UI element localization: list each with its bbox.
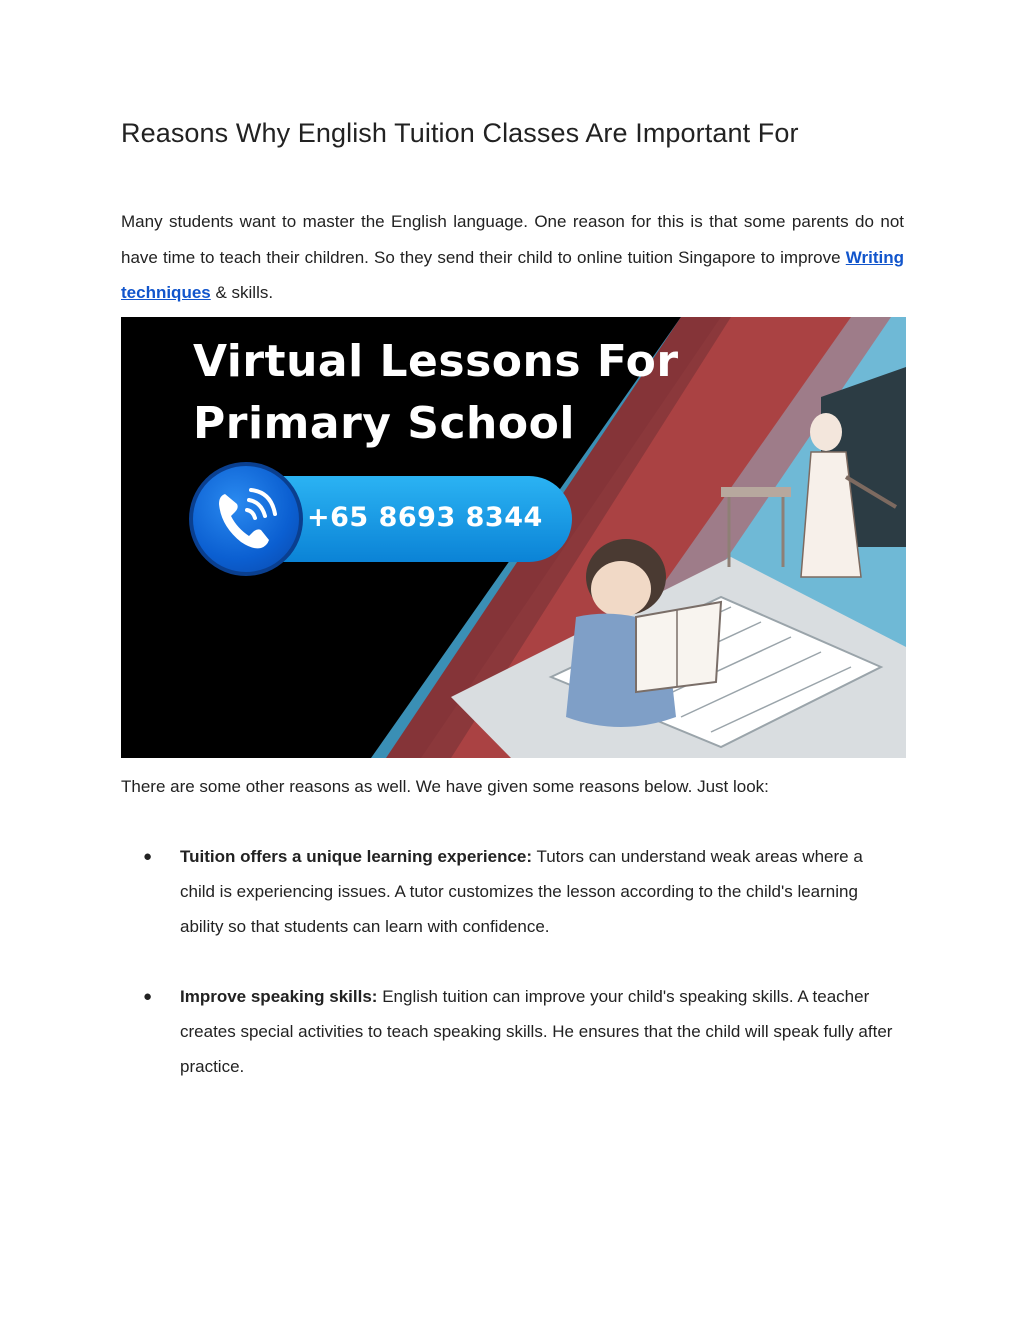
phone-badge <box>189 462 303 576</box>
bullet: ● <box>143 988 153 1005</box>
intro-paragraph <box>121 204 904 311</box>
reason-text <box>180 839 900 944</box>
page-title: Reasons Why English Tuition Classes Are Important For <box>121 118 799 148</box>
reason-body: English tuition can improve your child's speaking skills. A teacher creates special activities to teach speaking skills. He ensures that the child will speak fully after practice. <box>180 987 893 1076</box>
reason-title: Improve speaking skills: <box>180 987 378 1006</box>
banner-image <box>121 317 906 758</box>
reason-body: Tutors can understand weak areas where a child is experiencing issues. A tutor customizes the lesson according to the child's learning ability so that students can learn with confidence. <box>180 847 863 936</box>
phone-number: +65 8693 8344 <box>307 502 543 533</box>
intro-text-end: & skills. <box>210 283 274 302</box>
banner-heading: Virtual Lessons For Primary School <box>193 336 679 449</box>
phone-icon <box>207 480 285 558</box>
bullet: ● <box>143 848 153 865</box>
reason-title: Tuition offers a unique learning experience: <box>180 847 533 866</box>
intro-text: Many students want to master the English language. One reason for this is that some parents do not have time to teach their children. So they send their child to online tuition Singapore to improve <box>121 212 904 267</box>
reason-text <box>180 979 900 1084</box>
reasons-intro: There are some other reasons as well. We have given some reasons below. Just look: <box>121 777 769 796</box>
writing-techniques-link[interactable]: Writing techniques <box>121 247 904 302</box>
